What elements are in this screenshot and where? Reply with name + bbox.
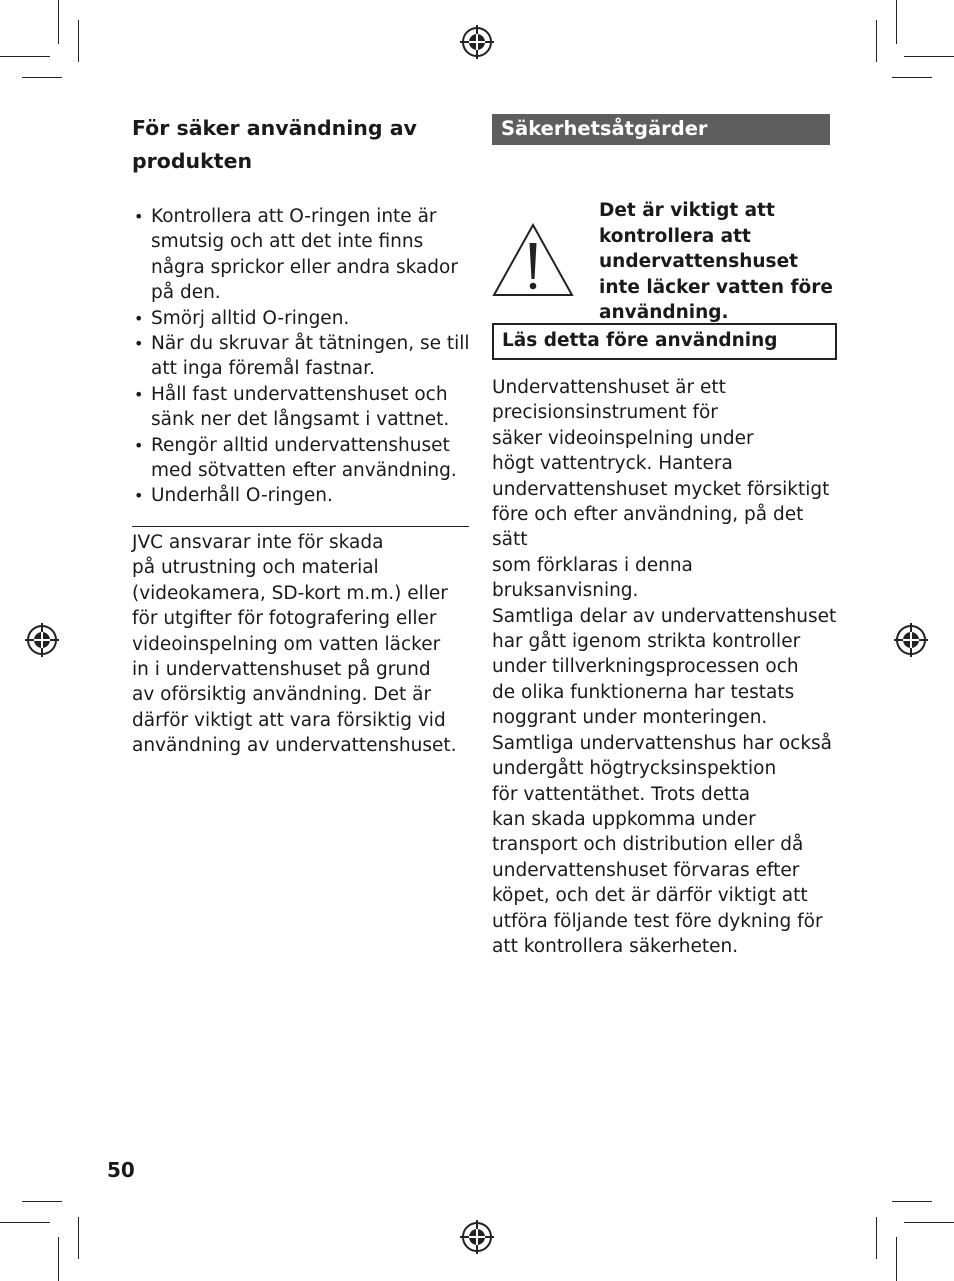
list-item: • Rengör alltid undervattenshuset med sötvatten efter användning. bbox=[134, 434, 457, 482]
crop-mark bbox=[876, 20, 877, 62]
list-item: • Smörj alltid O-ringen. bbox=[134, 307, 350, 329]
crop-mark bbox=[78, 1217, 79, 1259]
read-before-use-box: Läs detta före användning bbox=[492, 323, 837, 360]
page-number: 50 bbox=[107, 1158, 135, 1182]
warning-text: Det är viktigt att kontrollera att undervattenshuset inte läcker vatten före användning. bbox=[599, 200, 833, 324]
warning-block bbox=[492, 145, 833, 324]
section-title-bar: Säkerhetsåtgärder bbox=[492, 114, 830, 145]
crop-mark bbox=[0, 1222, 50, 1223]
crop-mark bbox=[904, 1222, 954, 1223]
safety-bullet-list bbox=[132, 204, 477, 509]
crop-mark bbox=[0, 56, 50, 57]
crop-mark bbox=[892, 77, 932, 78]
body-text: Undervattenshuset är ett precisionsinstrument för säker videoinspelning under högt vattentryck. Hantera undervattenshuset mycket försiktigt före och efter användning, på det sätt som förklaras i denna bruksanvisning. Samtliga delar av undervattenshuset har gått igenom strikta kontroller under tillverkningsprocessen och de olika funktionerna har testats noggrant under monteringen. Samtliga undervattenshus har också undergått högtrycksinspektion för vattentäthet. Trots detta kan skada uppkomma under transport och distribution eller då undervattenshuset förvaras efter köpet, och det är därför viktigt att utföra följande test före dykning för att kontrollera säkerheten. bbox=[492, 377, 837, 957]
crop-mark bbox=[22, 77, 62, 78]
crop-mark bbox=[896, 1237, 897, 1281]
left-column bbox=[132, 112, 472, 757]
crop-mark bbox=[58, 0, 59, 44]
registration-mark-icon bbox=[25, 623, 59, 657]
list-item: • Underhåll O-ringen. bbox=[134, 485, 333, 507]
registration-mark-icon bbox=[460, 1220, 494, 1254]
crop-mark bbox=[904, 56, 954, 57]
list-item: • När du skruvar åt tätningen, se till att inga föremål fastnar. bbox=[134, 333, 470, 380]
registration-mark-icon bbox=[460, 25, 494, 59]
crop-mark bbox=[892, 1201, 932, 1202]
list-item: • Kontrollera att O-ringen inte är smutsig och att det inte finns några sprickor eller andra skador på den. bbox=[134, 206, 458, 304]
crop-mark bbox=[58, 1237, 59, 1281]
crop-mark bbox=[876, 1217, 877, 1259]
disclaimer-text: JVC ansvarar inte för skada på utrustning och material (videokamera, SD-kort m.m.) eller för utgifter för fotografering eller videoinspelning om vatten läcker in i undervattenshuset på grund av oförsiktig användning. Det är därför viktigt att vara försiktig vid användning av undervattenshuset. bbox=[132, 532, 457, 757]
list-item: • Håll fast undervattenshuset och sänk ner det långsamt i vattnet. bbox=[134, 383, 450, 431]
warning-triangle-icon bbox=[492, 223, 574, 297]
crop-mark bbox=[896, 0, 897, 44]
section-heading: För säker användning av produkten bbox=[132, 116, 417, 173]
crop-mark bbox=[78, 20, 79, 62]
crop-mark bbox=[22, 1201, 62, 1202]
registration-mark-icon bbox=[894, 623, 928, 657]
right-column bbox=[492, 114, 837, 957]
divider bbox=[132, 526, 469, 527]
